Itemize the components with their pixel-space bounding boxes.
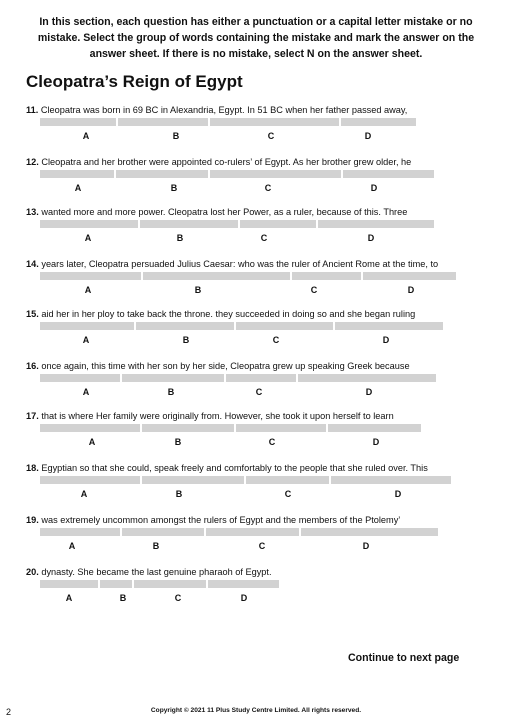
question-number: 20.	[26, 567, 39, 577]
segment-letter: A	[74, 183, 82, 193]
question-item	[26, 206, 496, 243]
segment-letter: B	[175, 489, 183, 499]
segment-letter: C	[258, 541, 266, 551]
segment-letter: B	[152, 541, 160, 551]
segment-letter: C	[174, 593, 182, 603]
section-title: Cleopatra’s Reign of Egypt	[26, 72, 243, 91]
segment-letter: A	[65, 593, 73, 603]
segment-letter: C	[255, 387, 263, 397]
segment-underlines	[26, 220, 496, 228]
segment-letter: D	[240, 593, 248, 603]
segment-underlines	[26, 476, 496, 484]
segment-underline	[122, 374, 224, 382]
segment-underline	[40, 170, 114, 178]
segment-underline	[236, 424, 326, 432]
segment-letter: C	[268, 437, 276, 447]
segment-letter: A	[88, 437, 96, 447]
segment-underline	[341, 118, 416, 126]
segment-letter: B	[176, 233, 184, 243]
segment-underline	[40, 476, 140, 484]
segment-underline	[143, 272, 290, 280]
question-item	[26, 360, 496, 397]
copyright-footer: Copyright © 2021 11 Plus Study Centre Limited. All rights reserved.	[150, 707, 362, 714]
question-number: 14.	[26, 259, 39, 269]
segment-underline	[206, 528, 299, 536]
segment-letter: D	[370, 183, 378, 193]
segment-letter: B	[194, 285, 202, 295]
segment-underline	[240, 220, 316, 228]
segment-underlines	[26, 272, 496, 280]
segment-underline	[134, 580, 206, 588]
question-number: 12.	[26, 157, 39, 167]
question-item	[26, 308, 496, 345]
segment-underline	[363, 272, 456, 280]
segment-underline	[210, 170, 341, 178]
segment-letter: B	[182, 335, 190, 345]
segment-letter: D	[364, 131, 372, 141]
segment-letter: C	[284, 489, 292, 499]
segment-letter: A	[82, 131, 90, 141]
segment-underline	[301, 528, 438, 536]
segment-underline	[246, 476, 329, 484]
segment-underline	[226, 374, 296, 382]
question-line	[26, 514, 496, 526]
segment-underline	[335, 322, 443, 330]
question-line	[26, 410, 496, 422]
segment-underlines	[26, 580, 496, 588]
segment-underline	[331, 476, 451, 484]
question-text: Cleopatra was born in 69 BC in Alexandria, Egypt. In 51 BC when her father passed away,	[40, 105, 408, 115]
segment-letter: A	[84, 233, 92, 243]
segment-underline	[136, 322, 234, 330]
segment-letter: D	[365, 387, 373, 397]
question-line	[26, 104, 496, 116]
page-number: 2	[6, 707, 12, 717]
segment-letter: D	[382, 335, 390, 345]
question-line	[26, 566, 496, 578]
segment-letter: B	[167, 387, 175, 397]
instructions: In this section, each question has either a punctuation or a capital letter mistake or no mistake. Select the group of words containing the mistake and mark the answer on the answer sheet. If there is no mistake, select N on the answer sheet.	[37, 16, 475, 60]
segment-letter: B	[174, 437, 182, 447]
question-line	[26, 308, 496, 320]
segment-underline	[210, 118, 339, 126]
question-item	[26, 462, 496, 499]
question-number: 13.	[26, 207, 39, 217]
segment-underline	[140, 220, 238, 228]
question-line	[26, 360, 496, 372]
question-text: Egyptian so that she could, speak freely and comfortably to the people that she ruled over. This	[41, 463, 428, 473]
question-text: aid her in her ploy to take back the throne. they succeeded in doing so and she began ruling	[41, 309, 416, 319]
question-number: 11.	[26, 105, 39, 115]
question-number: 19.	[26, 515, 39, 525]
segment-letter: B	[119, 593, 127, 603]
question-item	[26, 258, 496, 295]
segment-underline	[40, 580, 98, 588]
segment-underline	[298, 374, 436, 382]
segment-underline	[343, 170, 434, 178]
segment-underlines	[26, 374, 496, 382]
question-item	[26, 566, 496, 603]
question-line	[26, 156, 496, 168]
segment-underline	[208, 580, 279, 588]
question-item	[26, 104, 496, 141]
segment-underline	[40, 424, 140, 432]
segment-underline	[122, 528, 204, 536]
question-item	[26, 156, 496, 193]
segment-underline	[236, 322, 333, 330]
segment-underline	[116, 170, 208, 178]
segment-underline	[40, 322, 134, 330]
segment-underline	[328, 424, 421, 432]
segment-letter: D	[407, 285, 415, 295]
question-line	[26, 206, 496, 218]
question-text: years later, Cleopatra persuaded Julius Caesar: who was the ruler of Ancient Rome at the time, to	[41, 259, 439, 269]
segment-underlines	[26, 528, 496, 536]
question-number: 16.	[26, 361, 39, 371]
segment-letter: D	[362, 541, 370, 551]
question-text: Cleopatra and her brother were appointed co-rulers’ of Egypt. As her brother grew older, he	[41, 157, 412, 167]
segment-letter: C	[267, 131, 275, 141]
segment-letter: C	[310, 285, 318, 295]
segment-letter: A	[68, 541, 76, 551]
segment-underline	[40, 528, 120, 536]
segment-letter: C	[264, 183, 272, 193]
segment-underlines	[26, 170, 496, 178]
segment-underline	[40, 220, 138, 228]
segment-underline	[318, 220, 434, 228]
question-number: 15.	[26, 309, 39, 319]
segment-underline	[142, 424, 234, 432]
question-line	[26, 258, 496, 270]
question-item	[26, 410, 496, 447]
segment-letter: C	[272, 335, 280, 345]
question-item	[26, 514, 496, 551]
question-text: that is where Her family were originally from. However, she took it upon herself to learn	[41, 411, 394, 421]
segment-letter: D	[372, 437, 380, 447]
segment-letter: D	[367, 233, 375, 243]
question-text: wanted more and more power. Cleopatra lost her Power, as a ruler, because of this. Three	[41, 207, 408, 217]
segment-letter: A	[82, 387, 90, 397]
segment-letter: D	[394, 489, 402, 499]
question-number: 18.	[26, 463, 39, 473]
question-line	[26, 462, 496, 474]
segment-underline	[142, 476, 244, 484]
segment-underlines	[26, 118, 496, 126]
question-text: dynasty. She became the last genuine pharaoh of Egypt.	[41, 567, 272, 577]
segment-letter: C	[260, 233, 268, 243]
segment-underline	[292, 272, 361, 280]
segment-letter: A	[84, 285, 92, 295]
question-text: was extremely uncommon amongst the rulers of Egypt and the members of the Ptolemy’	[41, 515, 401, 525]
segment-underline	[40, 272, 141, 280]
question-text: once again, this time with her son by her side, Cleopatra grew up speaking Greek because	[41, 361, 410, 371]
segment-letter: B	[172, 131, 180, 141]
continue-note: Continue to next page	[348, 652, 460, 664]
question-number: 17.	[26, 411, 39, 421]
segment-underline	[40, 374, 120, 382]
segment-underline	[118, 118, 208, 126]
segment-underlines	[26, 424, 496, 432]
segment-letter: B	[170, 183, 178, 193]
segment-letter: A	[80, 489, 88, 499]
segment-underline	[100, 580, 132, 588]
segment-letter: A	[82, 335, 90, 345]
segment-underline	[40, 118, 116, 126]
segment-underlines	[26, 322, 496, 330]
